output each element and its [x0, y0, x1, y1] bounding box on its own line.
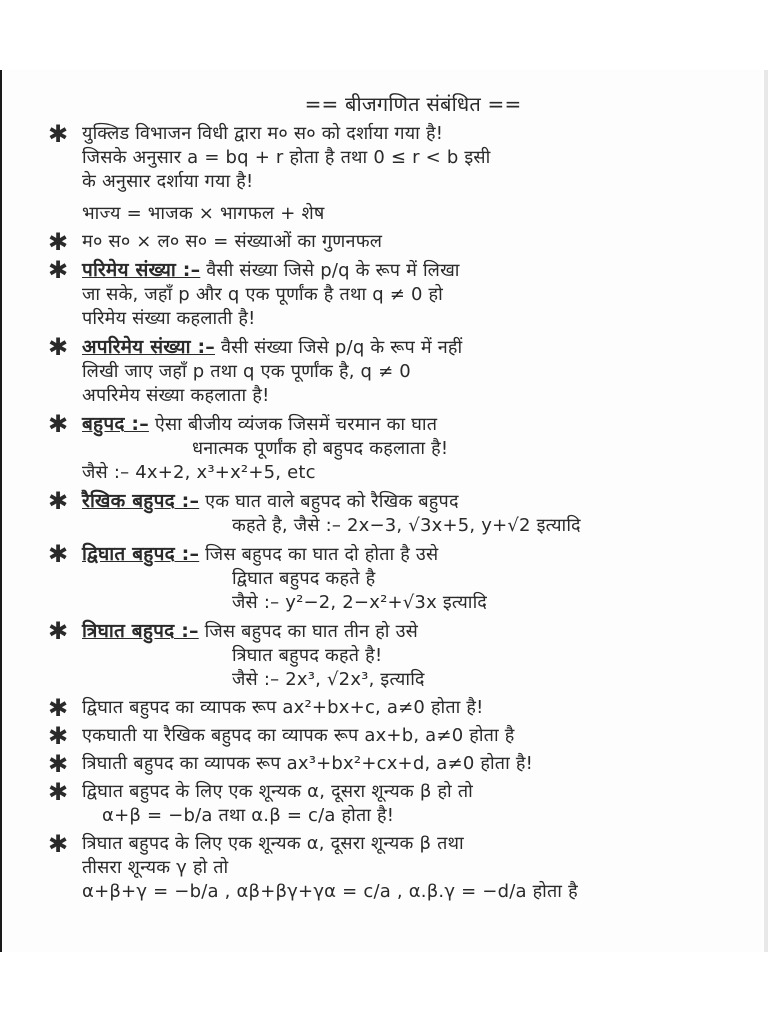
term-heading: अपरिमेय संख्या :–: [82, 336, 216, 358]
note-line: परिमेय संख्या कहलाती है!: [82, 308, 256, 329]
note-item-polynomial: [48, 412, 738, 485]
note-item-cubic: [48, 619, 738, 692]
note-item-rational: [48, 258, 738, 331]
term-heading: परिमेय संख्या :–: [82, 259, 201, 281]
note-item-dividend: [48, 202, 738, 226]
term-heading: त्रिघात बहुपद :–: [82, 620, 199, 642]
note-line: α+β+γ = −b/a , αβ+βγ+γα = c/a , α.β.γ = −d/a होता है: [82, 881, 578, 902]
handwritten-notes: [48, 92, 738, 904]
note-line: लिखी जाए जहाँ p तथा q एक पूर्णांक है, q ≠ 0: [82, 361, 411, 382]
asterisk-icon: ✱: [48, 694, 69, 722]
asterisk-icon: ✱: [48, 722, 69, 750]
note-line: कहते है, जैसे :– 2x−3, √3x+5, y+√2 इत्यादि: [232, 515, 581, 536]
note-line: ऐसा बीजीय व्यंजक जिसमें चरमान का घात: [154, 414, 438, 435]
term-heading: बहुपद :–: [82, 413, 149, 435]
asterisk-icon: ✱: [48, 830, 69, 858]
asterisk-icon: ✱: [48, 410, 69, 438]
term-heading: रैखिक बहुपद :–: [82, 490, 200, 512]
page-edge: [764, 70, 768, 952]
note-line: जिस बहुपद का घात तीन हो उसे: [204, 621, 419, 642]
asterisk-icon: ✱: [48, 487, 69, 515]
asterisk-icon: ✱: [48, 540, 69, 568]
note-line: द्विघात बहुपद का व्यापक रूप ax²+bx+c, a≠0 होता है!: [82, 697, 484, 718]
asterisk-icon: ✱: [48, 120, 69, 148]
note-line: जा सके, जहाँ p और q एक पूर्णांक है तथा q ≠ 0 हो: [82, 284, 443, 305]
note-line: त्रिघाती बहुपद का व्यापक रूप ax³+bx²+cx+d, a≠0 होता है!: [82, 753, 534, 774]
note-item-linear: [48, 489, 738, 538]
note-line: द्विघात बहुपद कहते है: [232, 568, 376, 589]
note-item-quadratic: [48, 542, 738, 615]
note-line: जैसे :– 4x+2, x³+x²+5, etc: [82, 462, 316, 483]
note-line: जिसके अनुसार a = bq + r होता है तथा 0 ≤ r < b इसी: [82, 147, 491, 168]
note-line: धनात्मक पूर्णांक हो बहुपद कहलाता है!: [192, 438, 449, 459]
note-line: त्रिघात बहुपद के लिए एक शून्यक α, दूसरा शून्यक β तथा: [82, 833, 464, 854]
note-item-linear-form: [48, 724, 738, 748]
asterisk-icon: ✱: [48, 256, 69, 284]
term-heading: द्विघात बहुपद :–: [82, 543, 200, 565]
note-line: एक घात वाले बहुपद को रैखिक बहुपद: [205, 491, 459, 512]
note-line: भाज्य = भाजक × भागफल + शेष: [82, 203, 325, 224]
note-item-hcf-lcm: [48, 230, 738, 254]
note-line: युक्लिड विभाजन विधी द्वारा म० स० को दर्शाया गया है!: [82, 123, 444, 144]
asterisk-icon: ✱: [48, 617, 69, 645]
note-line: के अनुसार दर्शाया गया है!: [82, 171, 254, 192]
note-line: α+β = −b/a तथा α.β = c/a होता है!: [102, 805, 395, 826]
note-line: जैसे :– 2x³, √2x³, इत्यादि: [232, 669, 425, 690]
note-line: एकघाती या रैखिक बहुपद का व्यापक रूप ax+b, a≠0 होता है: [82, 725, 515, 746]
note-item-euclid: [48, 122, 738, 194]
note-line: त्रिघात बहुपद कहते है!: [232, 645, 383, 666]
note-line: म० स० × ल० स० = संख्याओं का गुणनफल: [82, 231, 383, 252]
asterisk-icon: ✱: [48, 750, 69, 778]
note-line: द्विघात बहुपद के लिए एक शून्यक α, दूसरा शून्यक β हो तो: [82, 781, 473, 802]
note-line: वैसी संख्या जिसे p/q के रूप में लिखा: [206, 260, 460, 281]
note-item-cubic-zeros: [48, 832, 738, 904]
asterisk-icon: ✱: [48, 778, 69, 806]
asterisk-icon: ✱: [48, 333, 69, 361]
note-line: अपरिमेय संख्या कहलाता है!: [82, 385, 270, 406]
note-line: जिस बहुपद का घात दो होता है उसे: [205, 544, 439, 565]
asterisk-icon: ✱: [48, 228, 69, 256]
note-line: वैसी संख्या जिसे p/q के रूप में नहीं: [220, 337, 463, 358]
note-line: तीसरा शून्यक γ हो तो: [82, 857, 229, 878]
page-title: == बीजगणित संबंधित ==: [304, 92, 522, 116]
note-item-irrational: [48, 335, 738, 408]
note-line: जैसे :– y²−2, 2−x²+√3x इत्यादि: [232, 592, 488, 613]
note-item-quadratic-form: [48, 696, 738, 720]
note-item-cubic-form: [48, 752, 738, 776]
note-item-quadratic-zeros: [48, 780, 738, 828]
